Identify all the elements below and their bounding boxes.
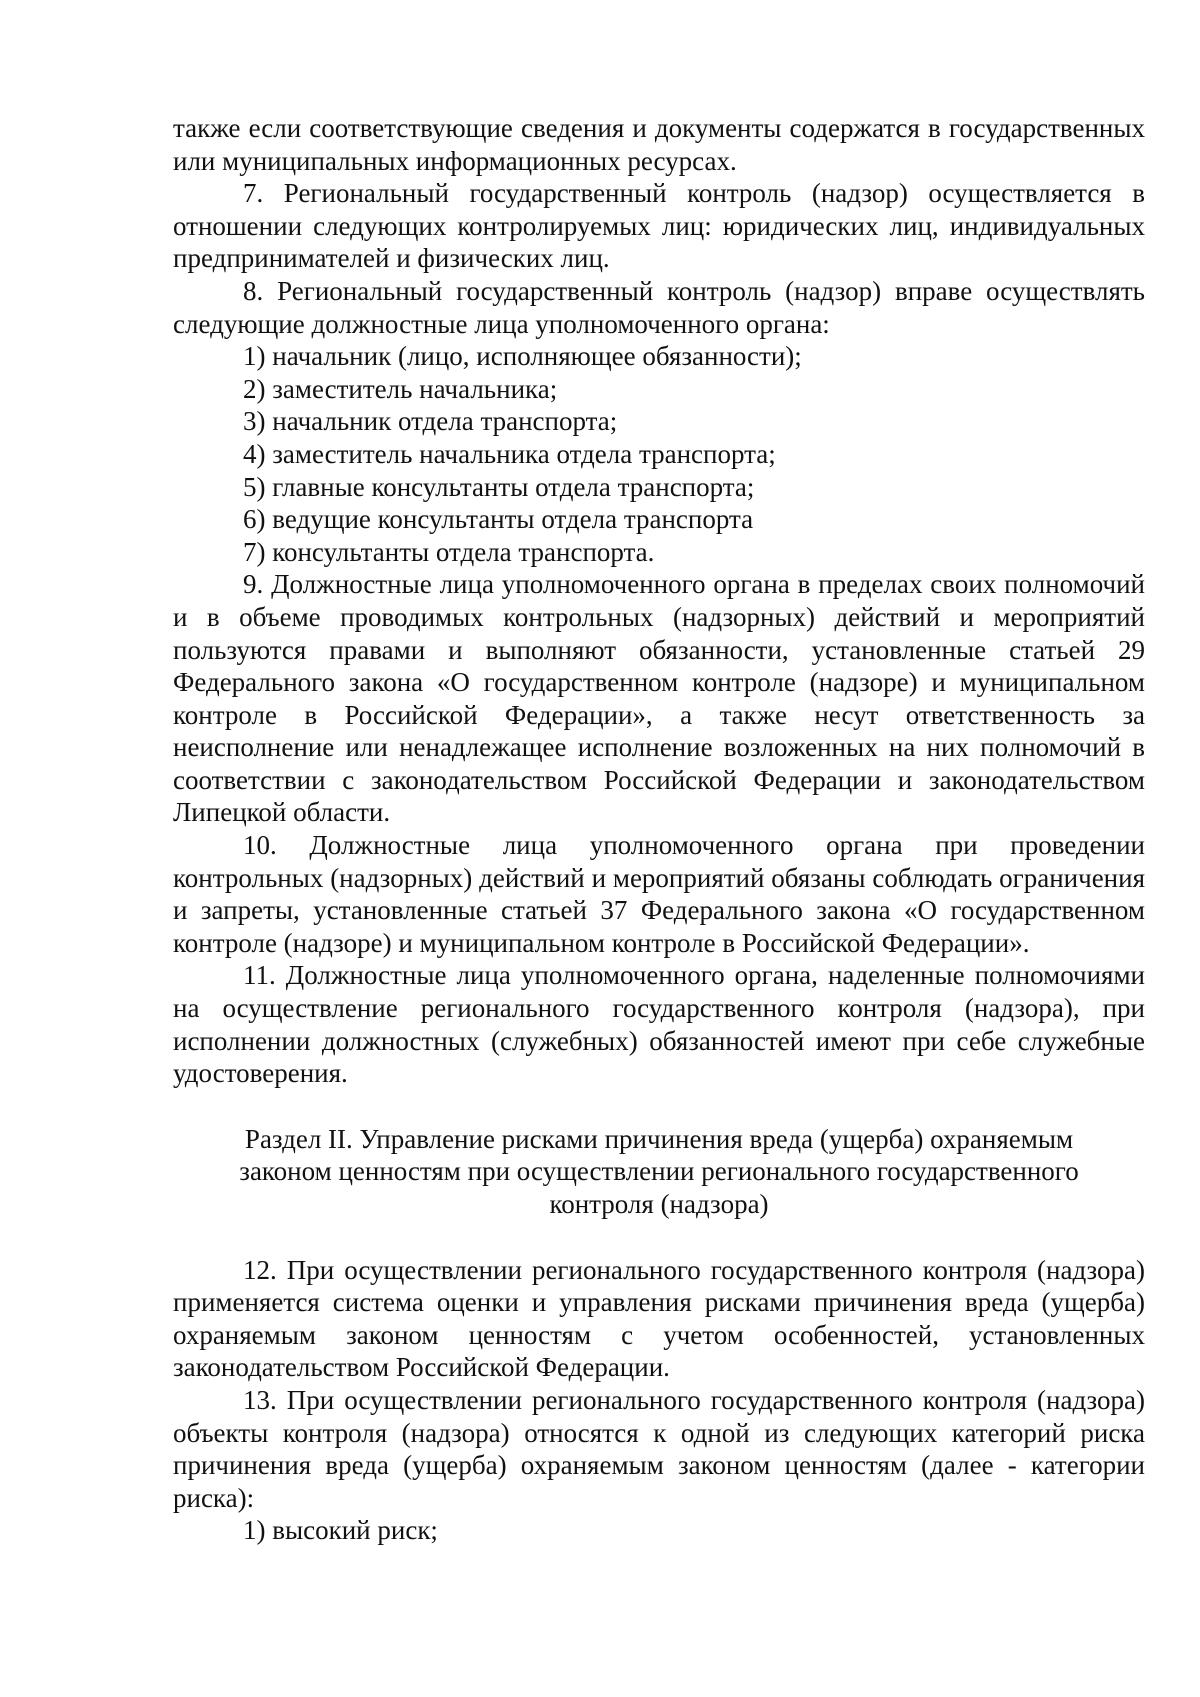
list-item: 2) заместитель начальника; [243,373,558,404]
paragraph-9: 9. Должностные лица уполномоченного органа в пределах своих полномочий и в объеме проводимых контрольных (надзорных) действий и мероприятий пользуются правами и выполняют обязанности, установленные статьей 29 Федерального закона «О государственном контроле (надзоре) и муниципальном контроле в Российской Федерации», а также несут ответственность за неисполнение или ненадлежащее исполнение возложенных на них полномочий в соответствии с законодательством Российской Федерации и законодательством Липецкой области. [173,569,1145,828]
list-item: 3) начальник отдела транспорта; [243,406,618,437]
paragraph-13: 13. При осуществлении регионального государственного контроля (надзора) объекты контроля (надзора) относятся к одной из следующих категорий риска причинения вреда (ущерба) охраняемым законом ценностям (далее - категории риска): [173,1384,1145,1513]
paragraph-continuation: также если соответствующие сведения и документы содержатся в государственных или муниципальных информационных ресурсах. [173,113,1145,176]
list-item: 7) консультанты отдела транспорта. [243,536,655,567]
section-title: Раздел II. Управление рисками причинения вреда (ущерба) охраняемым законом ценностям при осуществлении регионального государственного контроля (надзора) [239,1123,1079,1219]
paragraph-7: 7. Региональный государственный контроль (надзор) осуществляется в отношении следующих контролируемых лиц: юридических лиц, индивидуальных предпринимателей и физических лиц. [173,178,1145,274]
paragraph-8: 8. Региональный государственный контроль (надзор) вправе осуществлять следующие должностные лица уполномоченного органа: [173,275,1145,339]
list-item: 1) высокий риск; [243,1515,438,1546]
paragraph-11: 11. Должностные лица уполномоченного органа, наделенные полномочиями на осуществление регионального государственного контроля (надзора), при исполнении должностных (служебных) обязанностей имеют при себе служебные удостоверения. [173,960,1145,1089]
paragraph-12: 12. При осуществлении регионального государственного контроля (надзора) применяется система оценки и управления рисками причинения вреда (ущерба) охраняемым законом ценностям с учетом особенностей, установленных законодательством Российской Федерации. [173,1254,1145,1383]
list-item: 6) ведущие консультанты отдела транспорта [243,504,754,535]
risk-categories-list [173,1514,1145,1547]
document-page [173,112,1145,1547]
officials-list [173,340,1145,568]
paragraph-10: 10. Должностные лица уполномоченного органа при проведении контрольных (надзорных) действий и мероприятий обязаны соблюдать ограничения и запреты, установленные статьей 37 Федерального закона «О государственном контроле (надзоре) и муниципальном контроле в Российской Федерации». [173,830,1145,958]
list-item: 1) начальник (лицо, исполняющее обязанности); [243,341,802,372]
list-item: 5) главные консультанты отдела транспорта; [243,471,755,502]
list-item: 4) заместитель начальника отдела транспорта; [243,438,776,469]
